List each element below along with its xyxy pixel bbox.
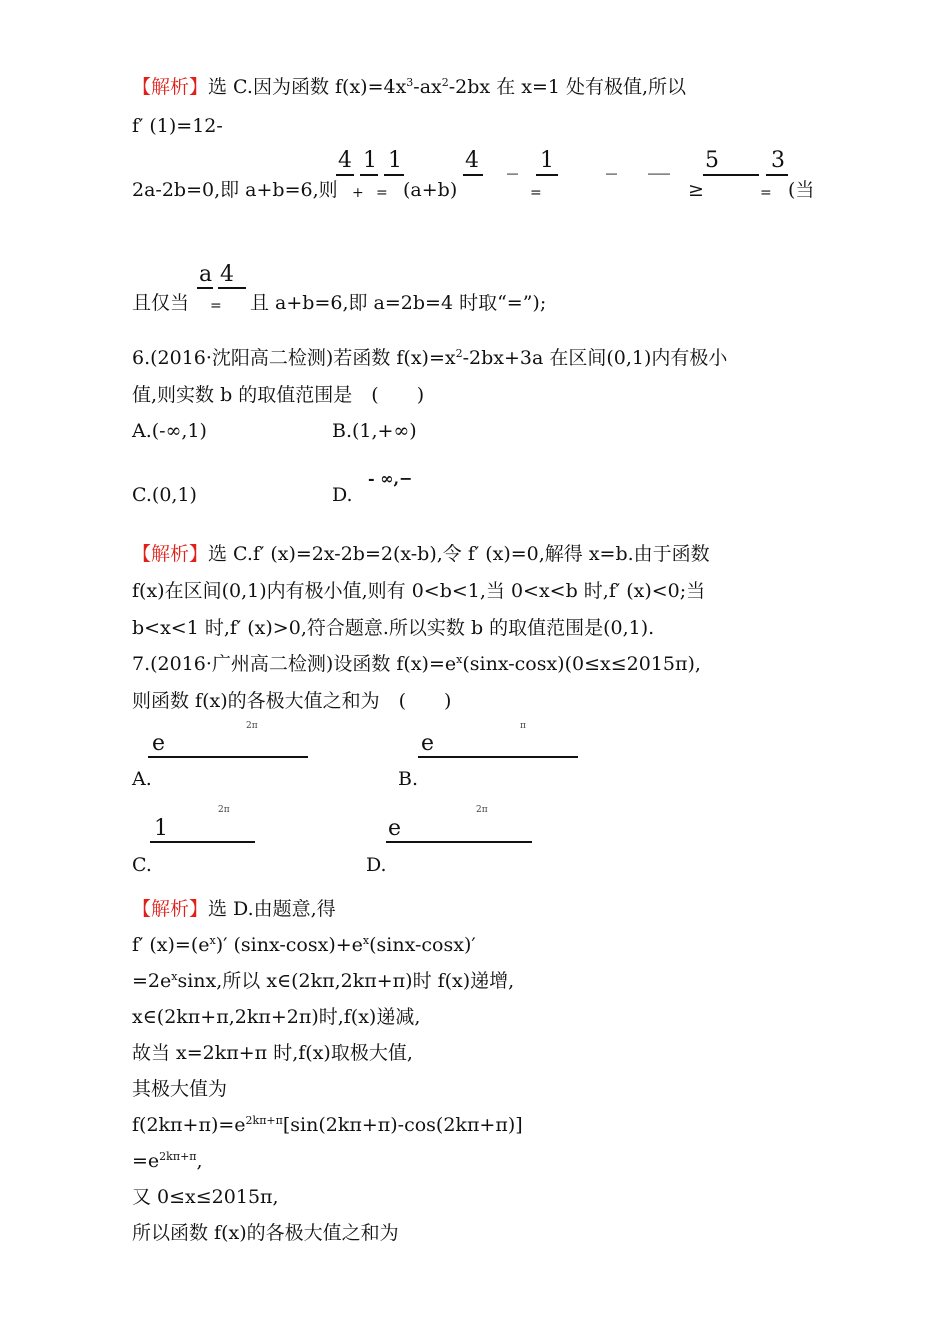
solution-1-line-4: 且仅当 (132, 292, 190, 314)
frac-num: 1 (154, 816, 168, 841)
solution-3-line-5: 故当 x=2kπ+π 时,f(x)取极大值, (132, 1042, 413, 1064)
q7-option-c: C. (132, 854, 152, 876)
q6-option-a: A.(-∞,1) (132, 420, 207, 442)
analysis-tag: 【解析】 (132, 898, 209, 920)
frac-num: 4 (465, 148, 479, 173)
solution-3-line-3: $=2e^x\sin x$,所以 x∈(2kπ,2kπ+π)时 f(x)递增, (132, 970, 515, 992)
question-7-line-2: 则函数 f(x)的各极大值之和为 ( ) (132, 690, 452, 712)
question-6-line-1: 6.(2016·沈阳高二检测)若函数 $f(x)=x^2-2bx+3a$ 在区间(0,1)内有极小 (132, 347, 728, 369)
solution-3-line-9: 又 0≤x≤2015π, (132, 1186, 279, 1208)
frac-num: 4 (338, 148, 352, 173)
solution-1-line-2: f′ (1)=12- (132, 115, 223, 137)
frac-num: 1 (388, 148, 402, 173)
frac-bar (197, 287, 213, 289)
frac-bar (766, 174, 788, 176)
solution-2-line-2: f(x)在区间(0,1)内有极小值,则有 0<b<1,当 0<x<b 时,f′ (x)<0;当 (132, 580, 706, 602)
solution-3-line-8: $=e^{2k\pi+\pi}$, (132, 1150, 203, 1172)
q7-option-a: A. (132, 768, 152, 790)
question-6-line-2: 值,则实数 b 的取值范围是 ( ) (132, 384, 425, 406)
frac-num: 4 (220, 262, 234, 287)
frac-num: e (421, 731, 435, 756)
question-7-line-1: 7.(2016·广州高二检测)设函数 $f(x)=e^x(\sin x-\cos x)(0\le x\le 2015\pi)$, (132, 653, 701, 675)
frac-bar (384, 174, 404, 176)
analysis-tag: 【解析】 (132, 76, 209, 98)
frac-bar (148, 756, 308, 758)
solution-3-line-1: 【解析】选 D.由题意,得 (132, 898, 336, 920)
solution-3-line-10: 所以函数 f(x)的各极大值之和为 (132, 1222, 399, 1244)
frac-num: _ (507, 150, 518, 175)
frac-bar (150, 841, 255, 843)
frac-bar (218, 287, 246, 289)
frac-num: __ (648, 150, 670, 175)
q6-option-c: C.(0,1) (132, 484, 197, 506)
q7-option-d: D. (366, 854, 387, 876)
frac-num: 3 (771, 148, 785, 173)
solution-3-line-4: x∈(2kπ+π,2kπ+2π)时,f(x)递减, (132, 1006, 421, 1028)
solution-1-line-1: 【解析】选 C.因为函数 $f(x)=4x^3-ax^2-2bx$ 在 x=1 处有极值,所以 (132, 76, 687, 98)
solution-3-line-6: 其极大值为 (132, 1078, 228, 1100)
q6-option-d: D. (332, 484, 353, 506)
frac-num: 1 (540, 148, 554, 173)
frac-num: 5 (705, 148, 719, 173)
q6-option-b: B.(1,+∞) (332, 420, 417, 442)
frac-bar (536, 174, 558, 176)
frac-bar (703, 174, 759, 176)
solution-1-line-3: 2a-2b=0,即 a+b=6,则 (132, 179, 338, 201)
frac-bar (360, 174, 378, 176)
frac-bar (336, 174, 354, 176)
solution-2-line-3: b<x<1 时,f′ (x)>0,符合题意.所以实数 b 的取值范围是(0,1). (132, 617, 655, 639)
q7-option-b: B. (398, 768, 419, 790)
frac-num: e (388, 816, 402, 841)
frac-num: _ (606, 150, 617, 175)
analysis-tag: 【解析】 (132, 543, 209, 565)
frac-num: a (199, 262, 213, 287)
solution-3-line-2: f′ $(x)=(e^x)'$ $(\sin x-\cos x)+e^x(\sin x-\cos x)'$ (132, 934, 476, 956)
frac-bar (463, 174, 483, 176)
frac-num: 1 (363, 148, 377, 173)
q6-option-d-fragment: - ∞,− (368, 469, 413, 488)
solution-3-line-7: $f(2k\pi+\pi)=e^{2k\pi+\pi}[\sin(2k\pi+\pi)-\cos(2k\pi+\pi)]$ (132, 1114, 523, 1136)
frac-bar (386, 841, 532, 843)
solution-2-line-1: 【解析】选 C.f′ (x)=2x-2b=2(x-b),令 f′ (x)=0,解得 x=b.由于函数 (132, 543, 710, 565)
frac-bar (418, 756, 578, 758)
frac-num: e (152, 731, 166, 756)
